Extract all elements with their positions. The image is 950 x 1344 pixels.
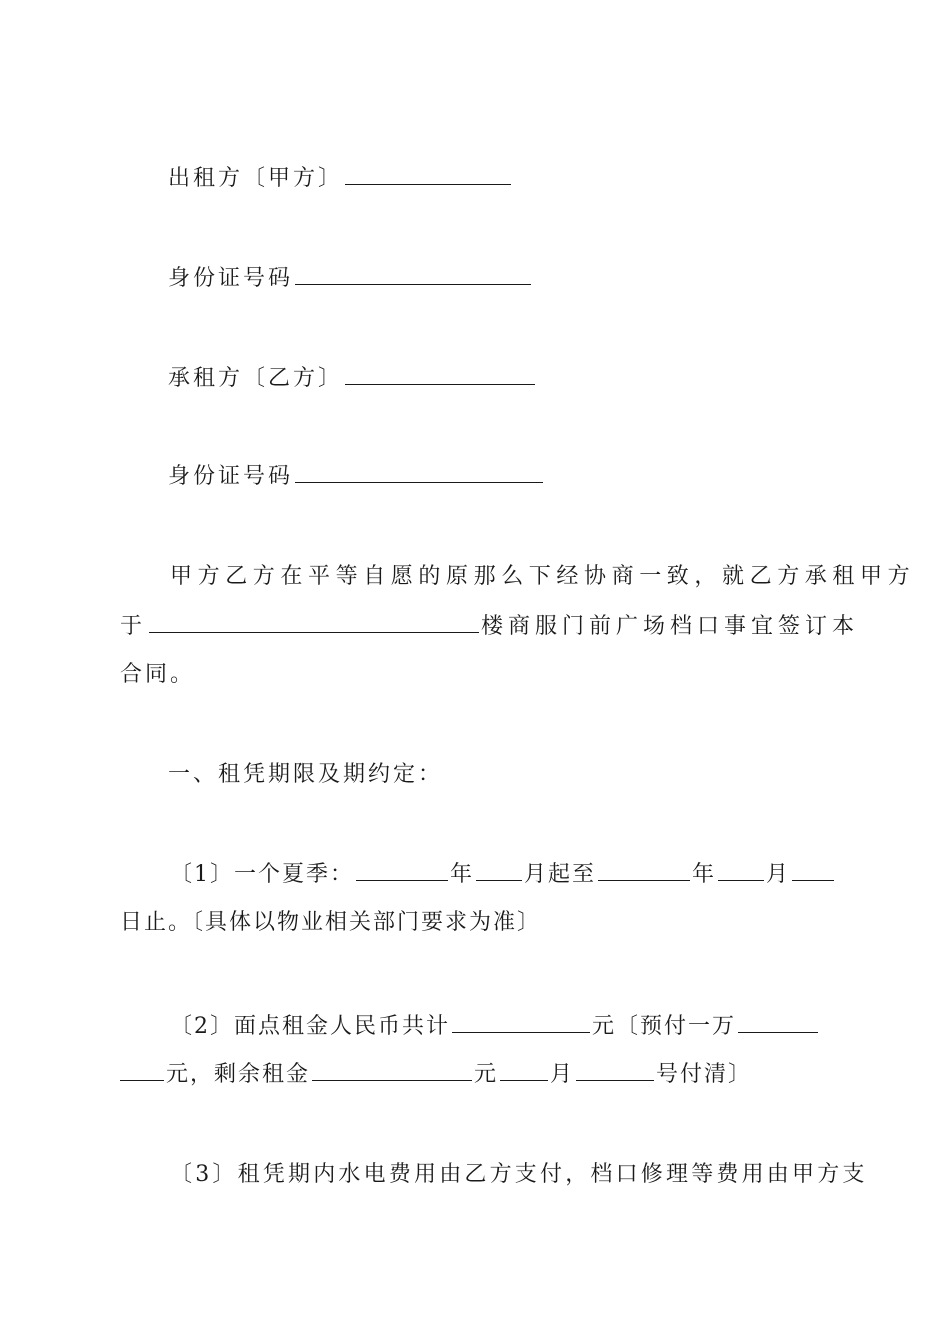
prepay-blank-part-2[interactable] bbox=[120, 1058, 164, 1081]
lessee-label: 承租方〔乙方〕 bbox=[168, 366, 344, 391]
section-1-heading: 一、租凭期限及期约定： bbox=[168, 762, 444, 787]
lessor-blank[interactable] bbox=[345, 162, 511, 185]
payment-month-blank[interactable] bbox=[500, 1058, 548, 1081]
item-2-prepay-label: 元〔预付一万 bbox=[592, 1014, 737, 1039]
item-1-year-label: 年 bbox=[450, 862, 475, 887]
lessor-label: 出租方〔甲方〕 bbox=[168, 166, 344, 191]
start-year-blank[interactable] bbox=[356, 858, 448, 881]
item-2-line-2 bbox=[120, 1058, 752, 1090]
end-year-blank[interactable] bbox=[598, 858, 690, 881]
item-1-year-2-label: 年 bbox=[692, 862, 717, 887]
item-2-yuan-label: 元 bbox=[474, 1062, 499, 1087]
start-month-blank[interactable] bbox=[476, 858, 522, 881]
preamble-line-2 bbox=[120, 610, 859, 642]
item-3-line-1: 〔3〕租凭期内水电费用由乙方支付，档口修理等费用由甲方支 bbox=[170, 1162, 868, 1187]
preamble-line-1: 甲方乙方在平等自愿的原那么下经协商一致，就乙方承租甲方 bbox=[170, 564, 916, 589]
preamble-location-suffix: 楼商服门前广场档口事宜签订本 bbox=[481, 614, 860, 639]
prepay-blank-part-1[interactable] bbox=[738, 1010, 818, 1033]
item-2-month-label: 月 bbox=[550, 1062, 575, 1087]
preamble-location-prefix: 于 bbox=[120, 614, 148, 639]
lessee-id-line bbox=[168, 460, 545, 492]
preamble-line-3: 合同。 bbox=[120, 662, 196, 687]
item-1-label: 〔1〕一个夏季： bbox=[170, 862, 354, 887]
lessee-id-label: 身份证号码 bbox=[168, 464, 294, 489]
item-2-remaining-label: 元，剩余租金 bbox=[166, 1062, 311, 1087]
lessor-id-line bbox=[168, 262, 533, 294]
item-1-line-1 bbox=[170, 858, 836, 890]
lessor-line bbox=[168, 162, 513, 194]
item-2-line-1 bbox=[170, 1010, 820, 1042]
lessee-id-blank[interactable] bbox=[295, 460, 543, 483]
end-day-blank[interactable] bbox=[792, 858, 834, 881]
lessor-id-label: 身份证号码 bbox=[168, 266, 294, 291]
item-2-label: 〔2〕面点租金人民币共计 bbox=[170, 1014, 450, 1039]
payment-day-blank[interactable] bbox=[576, 1058, 654, 1081]
item-1-line-2: 日止。〔具体以物业相关部门要求为准〕 bbox=[120, 910, 542, 935]
lessee-blank[interactable] bbox=[345, 362, 535, 385]
end-month-blank[interactable] bbox=[718, 858, 764, 881]
total-rent-blank[interactable] bbox=[452, 1010, 590, 1033]
item-1-month-from-label: 月起至 bbox=[524, 862, 597, 887]
location-blank[interactable] bbox=[149, 610, 479, 633]
item-1-month-2-label: 月 bbox=[766, 862, 791, 887]
lessor-id-blank[interactable] bbox=[295, 262, 531, 285]
item-2-paid-label: 号付清〕 bbox=[656, 1062, 753, 1087]
lessee-line bbox=[168, 362, 537, 394]
remaining-rent-blank[interactable] bbox=[312, 1058, 472, 1081]
